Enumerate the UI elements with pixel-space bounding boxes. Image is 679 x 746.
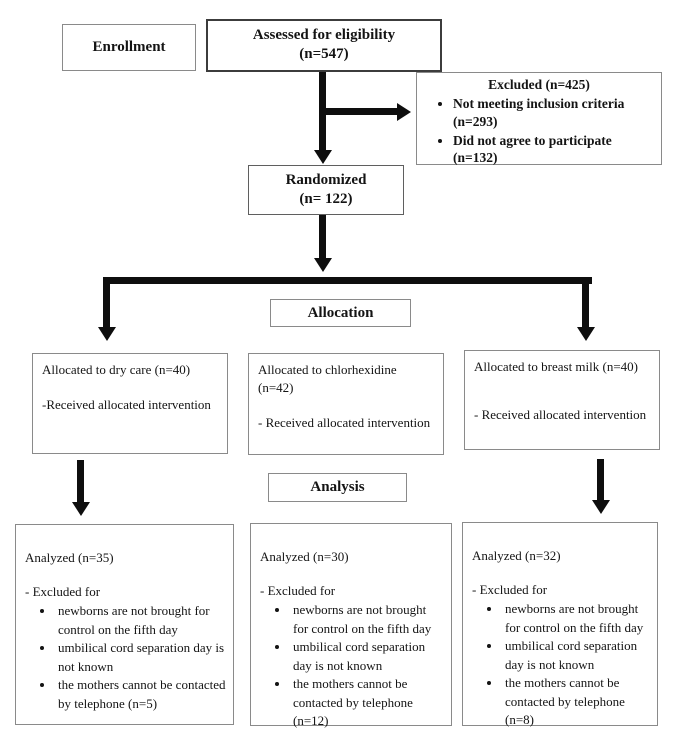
analysis-box-dry-care [15, 524, 234, 725]
analysis-stage-box [268, 473, 407, 502]
excluded-for-label: - Excluded for [472, 582, 548, 598]
allocation-title: Allocated to chlorhexidine (n=42) [258, 362, 397, 396]
allocation-box-chlorhexidine [248, 353, 444, 455]
analyzed-title: Analyzed (n=30) [260, 549, 349, 564]
exclusion-item: • newborns are not brought for control on the fifth day [502, 600, 650, 637]
allocation-title: Allocated to breast milk (n=40) [474, 359, 639, 374]
analysis-exclusion-list [25, 602, 226, 713]
arrow-left-alloc-to-analysis-head [72, 502, 90, 516]
allocation-stage-box [270, 299, 411, 327]
exclusion-item: • newborns are not brought for control on the fifth day [55, 602, 226, 639]
analysis-exclusion-list [472, 600, 650, 729]
exclusion-item: • umbilical cord separation day is not known [502, 637, 650, 674]
exclusion-item: • the mothers cannot be contacted by telephone (n=12) [290, 675, 444, 730]
allocation-label: Allocation [307, 304, 374, 321]
arrow-split-left-shaft [103, 277, 110, 328]
allocation-box-breast-milk [464, 350, 660, 450]
allocation-note: - Received allocated intervention [474, 407, 647, 423]
exclusion-item: • the mothers cannot be contacted by telephone (n=8) [502, 674, 650, 729]
allocation-box-dry-care [32, 353, 228, 454]
exclusion-item: • the mothers cannot be contacted by telephone (n=5) [55, 676, 226, 713]
assessed-box [206, 19, 442, 72]
allocation-note: - Received allocated intervention [258, 415, 431, 431]
arrow-to-excluded-head [397, 103, 411, 121]
excluded-reason: • Did not agree to participate (n=132) [453, 132, 661, 168]
exclusion-item: • umbilical cord separation day is not known [290, 638, 444, 675]
analysis-box-chlorhexidine [250, 523, 452, 729]
randomized-line1: Randomized [285, 172, 367, 188]
excluded-for-label: - Excluded for [25, 584, 101, 600]
analyzed-title: Analyzed (n=32) [472, 548, 561, 563]
allocation-title: Allocated to dry care (n=40) [42, 362, 191, 377]
split-bar [103, 277, 592, 284]
analysis-label: Analysis [310, 479, 365, 496]
arrow-assessed-to-randomized-head [314, 150, 332, 164]
excluded-reason: • Not meeting inclusion criteria (n=293) [453, 95, 661, 131]
randomized-count: (n= 122) [299, 190, 353, 207]
enrollment-label: Enrollment [92, 39, 166, 56]
analyzed-title: Analyzed (n=35) [25, 550, 114, 565]
excluded-title: Excluded (n=425) [488, 77, 590, 92]
allocation-note: -Received allocated intervention [42, 397, 211, 413]
arrow-randomized-to-split-shaft [319, 215, 326, 260]
exclusion-item: • umbilical cord separation day is not known [55, 639, 226, 676]
exclusion-item: • newborns are not brought for control on the fifth day [290, 601, 444, 638]
excluded-for-label: - Excluded for [260, 583, 336, 599]
arrow-to-excluded-shaft [322, 108, 397, 115]
analysis-box-breast-milk [462, 522, 658, 726]
arrow-randomized-to-split-head [314, 258, 332, 272]
excluded-reason-list [417, 95, 661, 167]
enrollment-stage-box [62, 24, 196, 71]
arrow-split-right-head [577, 327, 595, 341]
assessed-line1: Assessed for eligibility [252, 27, 396, 43]
assessed-count: (n=547) [299, 45, 349, 62]
arrow-left-alloc-to-analysis-shaft [77, 460, 84, 502]
arrow-right-alloc-to-analysis-head [592, 500, 610, 514]
arrow-split-right-shaft [582, 277, 589, 328]
arrow-split-left-head [98, 327, 116, 341]
arrow-right-alloc-to-analysis-shaft [597, 459, 604, 500]
analysis-exclusion-list [260, 601, 444, 730]
randomized-box [248, 165, 404, 215]
excluded-box [416, 72, 662, 165]
